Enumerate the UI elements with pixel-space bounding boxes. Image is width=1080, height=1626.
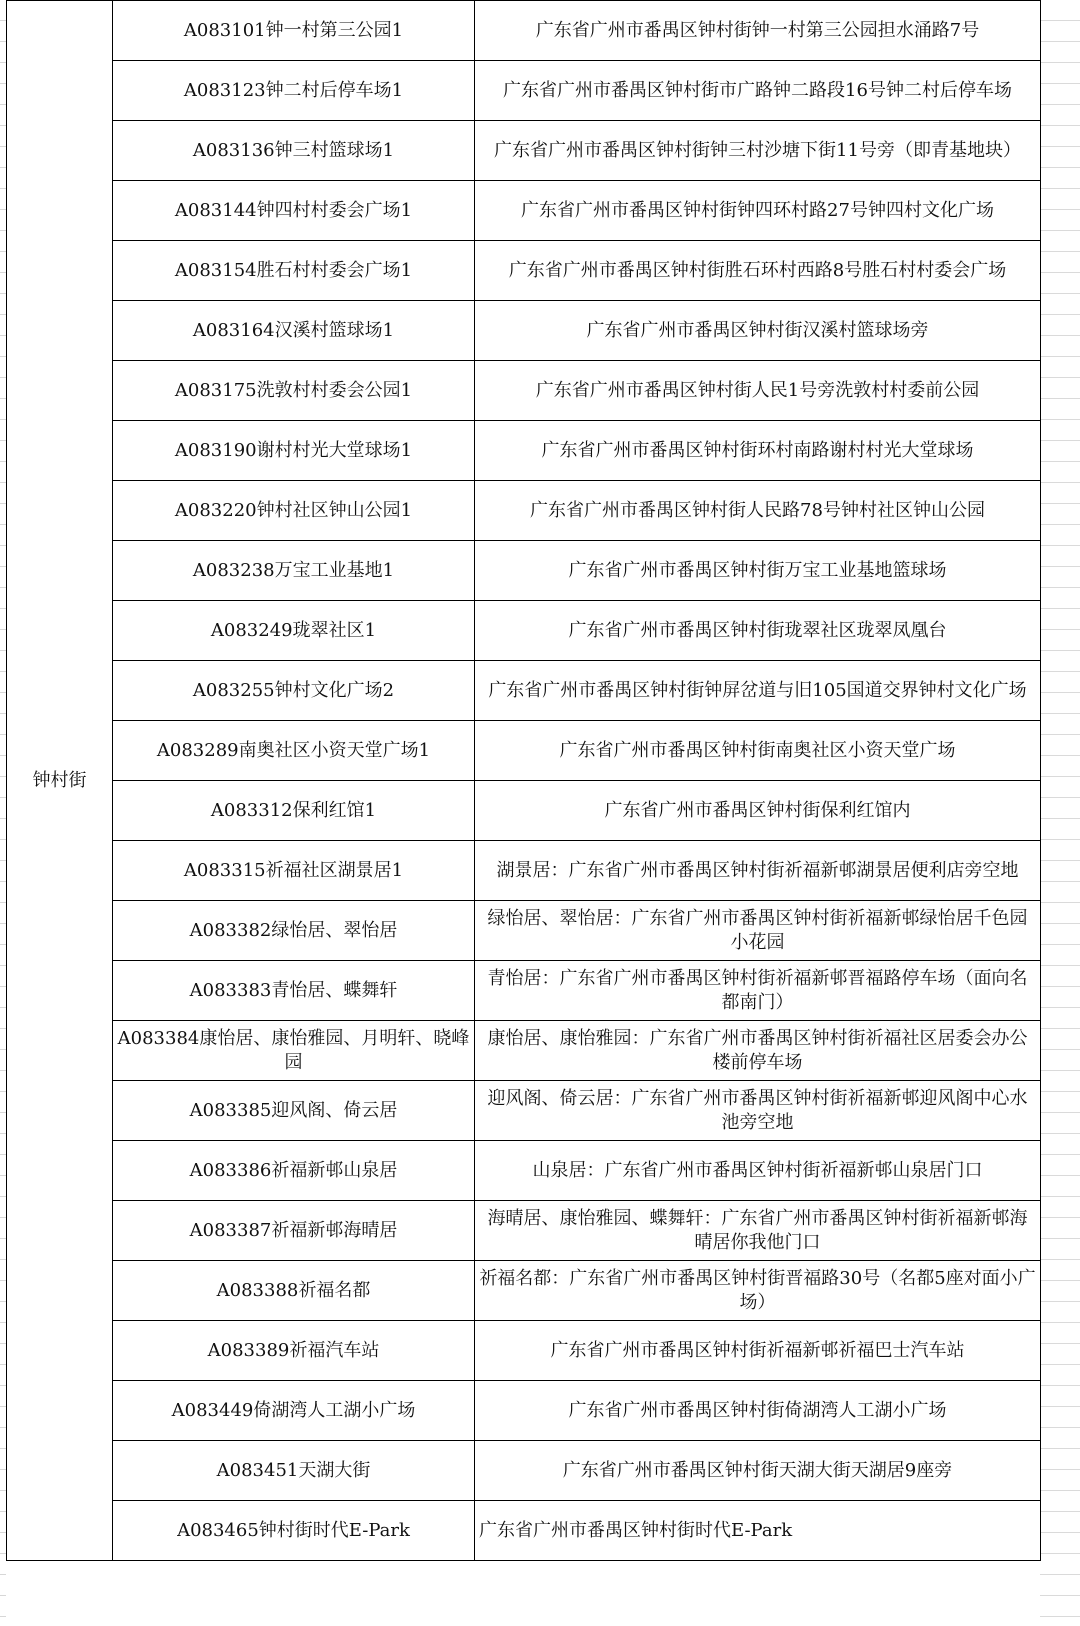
site-address-cell[interactable]: 祈福名都：广东省广州市番禺区钟村街晋福路30号（名都5座对面小广场） bbox=[475, 1261, 1041, 1321]
site-name-cell[interactable]: A083449倚湖湾人工湖小广场 bbox=[113, 1381, 475, 1441]
site-address-cell[interactable]: 广东省广州市番禺区钟村街市广路钟二路段16号钟二村后停车场 bbox=[475, 61, 1041, 121]
site-address-cell[interactable]: 广东省广州市番禺区钟村街珑翠社区珑翠凤凰台 bbox=[475, 601, 1041, 661]
site-address-cell[interactable]: 绿怡居、翠怡居：广东省广州市番禺区钟村街祈福新邨绿怡居千色园小花园 bbox=[475, 901, 1041, 961]
site-name-cell[interactable]: A083451天湖大街 bbox=[113, 1441, 475, 1501]
site-name-cell[interactable]: A083385迎风阁、倚云居 bbox=[113, 1081, 475, 1141]
table-row bbox=[7, 481, 1041, 541]
site-name-cell[interactable]: A083220钟村社区钟山公园1 bbox=[113, 481, 475, 541]
site-name-cell[interactable]: A083388祈福名都 bbox=[113, 1261, 475, 1321]
site-name-cell[interactable]: A083382绿怡居、翠怡居 bbox=[113, 901, 475, 961]
site-address-cell[interactable]: 广东省广州市番禺区钟村街钟四环村路27号钟四村文化广场 bbox=[475, 181, 1041, 241]
site-address-cell[interactable]: 海晴居、康怡雅园、蝶舞轩：广东省广州市番禺区钟村街祈福新邨海晴居你我他门口 bbox=[475, 1201, 1041, 1261]
site-name-cell[interactable]: A083465钟村街时代E-Park bbox=[113, 1501, 475, 1561]
table-row bbox=[7, 841, 1041, 901]
site-address-cell[interactable]: 广东省广州市番禺区钟村街环村南路谢村村光大堂球场 bbox=[475, 421, 1041, 481]
table-row bbox=[7, 541, 1041, 601]
site-address-cell[interactable]: 广东省广州市番禺区钟村街人民路78号钟村社区钟山公园 bbox=[475, 481, 1041, 541]
table-row bbox=[7, 61, 1041, 121]
site-address-cell[interactable]: 青怡居：广东省广州市番禺区钟村街祈福新邨晋福路停车场（面向名都南门） bbox=[475, 961, 1041, 1021]
table-row bbox=[7, 1021, 1041, 1081]
table-row bbox=[7, 961, 1041, 1021]
table-row bbox=[7, 1441, 1041, 1501]
site-name-cell[interactable]: A083238万宝工业基地1 bbox=[113, 541, 475, 601]
site-name-cell[interactable]: A083154胜石村村委会广场1 bbox=[113, 241, 475, 301]
site-name-cell[interactable]: A083144钟四村村委会广场1 bbox=[113, 181, 475, 241]
site-name-cell[interactable]: A083387祈福新邨海晴居 bbox=[113, 1201, 475, 1261]
site-address-cell[interactable]: 广东省广州市番禺区钟村街祈福新邨祈福巴士汽车站 bbox=[475, 1321, 1041, 1381]
street-cell[interactable]: 钟村街 bbox=[7, 1, 113, 1561]
site-name-cell[interactable]: A083383青怡居、蝶舞轩 bbox=[113, 961, 475, 1021]
table-row bbox=[7, 361, 1041, 421]
site-address-cell[interactable]: 广东省广州市番禺区钟村街倚湖湾人工湖小广场 bbox=[475, 1381, 1041, 1441]
table-row bbox=[7, 301, 1041, 361]
table-row bbox=[7, 121, 1041, 181]
table-row bbox=[7, 421, 1041, 481]
site-address-cell[interactable]: 广东省广州市番禺区钟村街万宝工业基地篮球场 bbox=[475, 541, 1041, 601]
table-row bbox=[7, 241, 1041, 301]
voting-site-table bbox=[6, 0, 1041, 1561]
site-address-cell[interactable]: 广东省广州市番禺区钟村街保利红馆内 bbox=[475, 781, 1041, 841]
site-name-cell[interactable]: A083164汉溪村篮球场1 bbox=[113, 301, 475, 361]
site-address-cell[interactable]: 广东省广州市番禺区钟村街钟一村第三公园担水涌路7号 bbox=[475, 1, 1041, 61]
site-address-cell[interactable]: 广东省广州市番禺区钟村街南奥社区小资天堂广场 bbox=[475, 721, 1041, 781]
table-row bbox=[7, 1261, 1041, 1321]
site-address-cell[interactable]: 广东省广州市番禺区钟村街人民1号旁洗敦村村委前公园 bbox=[475, 361, 1041, 421]
site-address-cell[interactable]: 山泉居：广东省广州市番禺区钟村街祈福新邨山泉居门口 bbox=[475, 1141, 1041, 1201]
table-row bbox=[7, 721, 1041, 781]
table-row bbox=[7, 1141, 1041, 1201]
table-row bbox=[7, 901, 1041, 961]
site-name-cell[interactable]: A083389祈福汽车站 bbox=[113, 1321, 475, 1381]
site-address-cell[interactable]: 广东省广州市番禺区钟村街钟屏岔道与旧105国道交界钟村文化广场 bbox=[475, 661, 1041, 721]
table-row bbox=[7, 1381, 1041, 1441]
site-address-cell[interactable]: 迎风阁、倚云居：广东省广州市番禺区钟村街祈福新邨迎风阁中心水池旁空地 bbox=[475, 1081, 1041, 1141]
table-body bbox=[7, 1, 1041, 1561]
site-address-cell[interactable]: 广东省广州市番禺区钟村街胜石环村西路8号胜石村村委会广场 bbox=[475, 241, 1041, 301]
site-name-cell[interactable]: A083101钟一村第三公园1 bbox=[113, 1, 475, 61]
table-row bbox=[7, 1081, 1041, 1141]
gridlines-right bbox=[1040, 0, 1080, 1626]
site-name-cell[interactable]: A083175洗敦村村委会公园1 bbox=[113, 361, 475, 421]
site-name-cell[interactable]: A083190谢村村光大堂球场1 bbox=[113, 421, 475, 481]
table-row bbox=[7, 601, 1041, 661]
site-name-cell[interactable]: A083255钟村文化广场2 bbox=[113, 661, 475, 721]
site-address-cell[interactable]: 广东省广州市番禺区钟村街汉溪村篮球场旁 bbox=[475, 301, 1041, 361]
site-name-cell[interactable]: A083249珑翠社区1 bbox=[113, 601, 475, 661]
site-name-cell[interactable]: A083289南奥社区小资天堂广场1 bbox=[113, 721, 475, 781]
table-row bbox=[7, 181, 1041, 241]
table-row bbox=[7, 1, 1041, 61]
site-address-cell[interactable]: 康怡居、康怡雅园：广东省广州市番禺区钟村街祈福社区居委会办公楼前停车场 bbox=[475, 1021, 1041, 1081]
site-name-cell[interactable]: A083386祈福新邨山泉居 bbox=[113, 1141, 475, 1201]
site-name-cell[interactable]: A083315祈福社区湖景居1 bbox=[113, 841, 475, 901]
site-address-cell[interactable]: 湖景居：广东省广州市番禺区钟村街祈福新邨湖景居便利店旁空地 bbox=[475, 841, 1041, 901]
table-row bbox=[7, 1321, 1041, 1381]
site-address-cell[interactable]: 广东省广州市番禺区钟村街天湖大街天湖居9座旁 bbox=[475, 1441, 1041, 1501]
table-row bbox=[7, 1501, 1041, 1561]
site-name-cell[interactable]: A083136钟三村篮球场1 bbox=[113, 121, 475, 181]
site-name-cell[interactable]: A083312保利红馆1 bbox=[113, 781, 475, 841]
table-row bbox=[7, 781, 1041, 841]
table-row bbox=[7, 1201, 1041, 1261]
site-address-cell[interactable]: 广东省广州市番禺区钟村街时代E-Park bbox=[475, 1501, 1041, 1561]
site-address-cell[interactable]: 广东省广州市番禺区钟村街钟三村沙塘下街11号旁（即青基地块） bbox=[475, 121, 1041, 181]
table-row bbox=[7, 661, 1041, 721]
site-name-cell[interactable]: A083123钟二村后停车场1 bbox=[113, 61, 475, 121]
site-name-cell[interactable]: A083384康怡居、康怡雅园、月明轩、晓峰园 bbox=[113, 1021, 475, 1081]
